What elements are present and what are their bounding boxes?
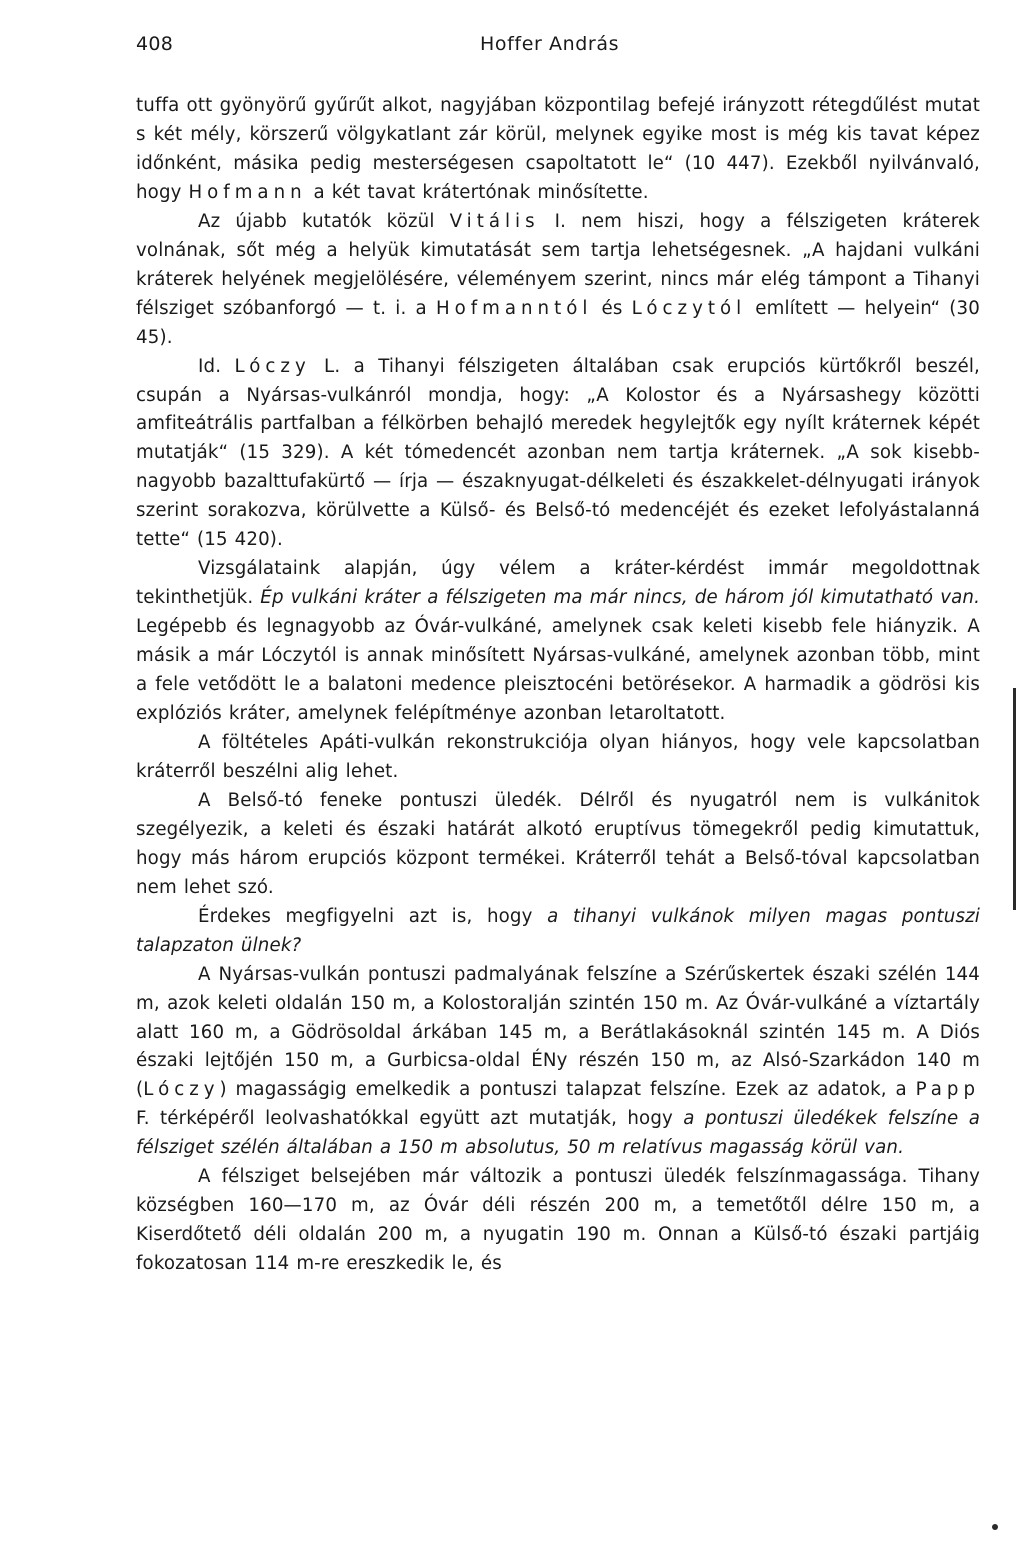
spaced-name: Hofmanntól: [435, 297, 593, 319]
margin-rule: [1013, 688, 1016, 910]
spaced-name: Hofmann: [188, 181, 307, 203]
text-run: Érdekes megfigyelni azt is, hogy: [198, 905, 548, 927]
page-number: 408: [136, 33, 174, 55]
paragraph: [136, 208, 980, 353]
text-run: L. a Tihanyi félszigeten általában csak erupciós kürtőkről beszél, csupán a Nyársas-vulkánról mondja, hogy: „A Kolostor és a Nyársashegy közötti amfiteátrális partfalban a félkörben behajló meredek hegylejtők egy nyílt kráternek képét mutatják“ (15 329). A két tómedencét azonban nem tartja kráternek. „A sok kisebb-nagyobb bazalttufakürtő — írja — északnyugat-délkeleti és északkelet-délnyugati irányok szerint sorakozva, körülvette a Külső- és Belső-tó medencéjét és ezeket lefolyástalanná tette“ (15 420).: [136, 355, 980, 551]
text-run: ) magasságig emelkedik a pontuszi talapzat felszíne. Ezek az adatok, a: [219, 1079, 916, 1101]
running-title: Hoffer András: [480, 33, 620, 55]
paragraph: [136, 903, 980, 961]
running-head: [136, 33, 980, 65]
text-run: és: [592, 297, 632, 319]
text-run: Az újabb kutatók közül: [198, 210, 450, 232]
paragraph: [136, 92, 980, 208]
text-run: említett — helyein“ (30 45).: [136, 297, 980, 348]
spaced-name: Vitális: [449, 210, 540, 232]
margin-dot: [992, 1524, 998, 1530]
spaced-name: Lóczy: [234, 355, 311, 377]
paragraph: [136, 1163, 980, 1279]
spaced-name: Lóczytól: [631, 297, 747, 319]
text-run: Vizsgálataink alapján, úgy vélem a kráter-kérdést immár megoldottnak tekinthetjük.: [136, 558, 980, 609]
text-run: tuffa ott gyönyörű gyűrűt alkot, nagyjában központilag befejé irányzott rétegdűlést mutat s két mély, körszerű völgykatlant zár körül, melynek egyike most is még kis tavat képez időnként, másika pedig mesterségesen csapoltatott le“ (10 447). Ezekből nyilvánvaló, hogy: [136, 95, 980, 203]
paragraph: [136, 729, 980, 787]
paragraph: [136, 787, 980, 903]
body-text: [136, 92, 980, 1279]
spaced-name: Papp: [915, 1079, 980, 1101]
text-run: A félsziget belsejében már változik a pontuszi üledék felszínmagassága. Tihany községben 160—170 m, az Óvár déli részén 200 m, a temetőtől délre 150 m, a Kiserdőtető déli oldalán 200 m, a nyugatin 190 m. Onnan a Külső-tó északi partjáig fokozatosan 114 m-re ereszkedik le, és: [136, 1166, 980, 1275]
text-run: F. térképéről leolvashatókkal együtt azt mutatják, hogy: [136, 1108, 684, 1130]
italic-text: Ép vulkáni kráter a félszigeten ma már nincs, de három jól kimutatható van.: [260, 587, 981, 609]
text-run: A Belső-tó feneke pontuszi üledék. Délről és nyugatról nem is vulkánitok szegélyezik, a keleti és északi határát alkotó eruptívus tömegekről pedig kimutattuk, hogy más három erupciós központ termékei. Kráterről tehát a Belső-tóval kapcsolatban nem lehet szó.: [136, 789, 980, 898]
text-run: I. nem hiszi, hogy a félszigeten kráterek volnának, sőt még a helyük kimutatását sem tartja lehetségesnek. „A hajdani vulkáni kráterek helyének megjelölésére, véleményem szerint, nincs már elég támpont a Tihanyi félsziget szóbanforgó — t. i. a: [136, 210, 980, 319]
paragraph: [136, 353, 980, 556]
text-run: A föltételes Apáti-vulkán rekonstrukciója olyan hiányos, hogy vele kapcsolatban kráterről beszélni alig lehet.: [136, 731, 980, 782]
paragraph: [136, 961, 980, 1164]
italic-text: a tihanyi vulkánok milyen magas pontuszi talapzaton ülnek?: [136, 905, 980, 956]
text-run: A Nyársas-vulkán pontuszi padmalyának felszíne a Szérűskertek északi szélén 144 m, azok keleti oldalán 150 m, a Kolostoralján szintén 150 m. Az Óvár-vulkáné a víztartály alatt 160 m, a Gödrösoldal árkában 145 m, a Berátlakásoknál szintén 145 m. A Diós északi lejtőjén 150 m, a Gurbicsa-oldal ÉNy részén 150 m, az Alsó-Szarkádon 140 m (: [136, 963, 980, 1101]
text-run: a két tavat krátertónak minősítette.: [306, 181, 649, 203]
text-run: Legépebb és legnagyobb az Óvár-vulkáné, amelynek csak keleti kisebb fele hiányzik. A másik a már Lóczytól is annak minősített Nyársas-vulkáné, amelynek azonban több, mint a fele vetődött le a balatoni medence pleisztocéni betörésekor. A harmadik a gödrösi kis explóziós kráter, amelynek felépítménye azonban letaroltatott.: [136, 616, 980, 725]
spaced-name: Lóczy: [143, 1079, 220, 1101]
italic-text: a pontuszi üledékek felszíne a félsziget szélén általában a 150 m absolutus, 50 m relatívus magasság körül van.: [136, 1108, 981, 1159]
paragraph: [136, 555, 980, 729]
text-run: Id.: [198, 355, 235, 377]
